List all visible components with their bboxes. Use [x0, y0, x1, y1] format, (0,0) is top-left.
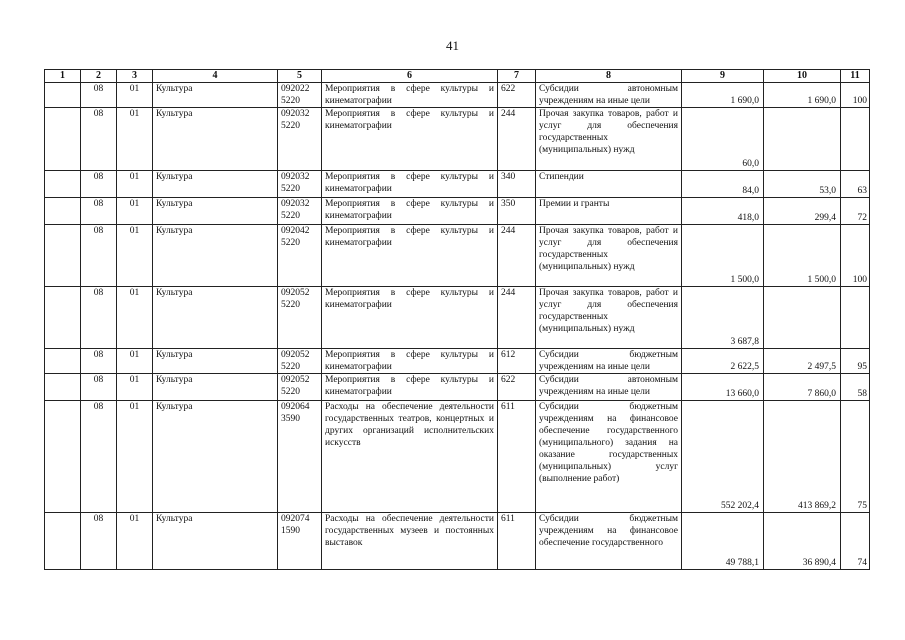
cell-expense-name: Субсидии бюджетным учреждениям на финансовое обеспечение государственного (муниципального) задания на оказание государственных (муниципальных) услуг (выполнение работ)	[536, 401, 682, 513]
cell-section: 08	[81, 374, 117, 401]
cell-target-name: Мероприятия в сфере культуры и кинематографии	[322, 171, 498, 198]
cell-expense-code: 622	[498, 83, 536, 108]
cell-expense-name: Прочая закупка товаров, работ и услуг для обеспечения государственных (муниципальных) нужд	[536, 287, 682, 349]
cell-expense-name: Прочая закупка товаров, работ и услуг для обеспечения государственных (муниципальных) нужд	[536, 225, 682, 287]
cell-subsection: 01	[117, 513, 153, 570]
cell-name: Культура	[153, 349, 278, 374]
cell-subsection: 01	[117, 171, 153, 198]
cell-section: 08	[81, 225, 117, 287]
cell-planned: 1 500,0	[682, 225, 764, 287]
cell-section: 08	[81, 108, 117, 171]
col-header: 1	[45, 70, 81, 83]
col-header: 7	[498, 70, 536, 83]
cell-expense-name: Субсидии бюджетным учреждениям на иные цели	[536, 349, 682, 374]
cell-expense-code: 622	[498, 374, 536, 401]
col-header: 4	[153, 70, 278, 83]
cell-percent: 72	[841, 198, 870, 225]
cell-name: Культура	[153, 198, 278, 225]
cell-target-code: 092042 5220	[278, 225, 322, 287]
cell-expense-name: Субсидии автономным учреждениям на иные цели	[536, 83, 682, 108]
cell-expense-code: 340	[498, 171, 536, 198]
cell-percent: 75	[841, 401, 870, 513]
cell-target-name: Мероприятия в сфере культуры и кинематографии	[322, 108, 498, 171]
table-row	[45, 374, 870, 401]
cell-name: Культура	[153, 83, 278, 108]
cell-subsection: 01	[117, 349, 153, 374]
cell-section: 08	[81, 513, 117, 570]
budget-table	[44, 69, 870, 570]
cell-expense-name: Премии и гранты	[536, 198, 682, 225]
table-row	[45, 349, 870, 374]
cell-subsection: 01	[117, 401, 153, 513]
cell-planned: 552 202,4	[682, 401, 764, 513]
cell-name: Культура	[153, 374, 278, 401]
col-header: 2	[81, 70, 117, 83]
cell-col1	[45, 513, 81, 570]
cell-subsection: 01	[117, 198, 153, 225]
cell-target-name: Мероприятия в сфере культуры и кинематографии	[322, 287, 498, 349]
cell-subsection: 01	[117, 225, 153, 287]
cell-percent: 63	[841, 171, 870, 198]
cell-section: 08	[81, 83, 117, 108]
cell-name: Культура	[153, 225, 278, 287]
cell-subsection: 01	[117, 83, 153, 108]
cell-expense-code: 350	[498, 198, 536, 225]
cell-col1	[45, 83, 81, 108]
cell-target-code: 092032 5220	[278, 108, 322, 171]
table-row	[45, 287, 870, 349]
cell-target-name: Мероприятия в сфере культуры и кинематографии	[322, 374, 498, 401]
cell-target-code: 092022 5220	[278, 83, 322, 108]
cell-planned: 13 660,0	[682, 374, 764, 401]
cell-name: Культура	[153, 287, 278, 349]
cell-executed: 2 497,5	[764, 349, 841, 374]
cell-target-name: Расходы на обеспечение деятельности государственных театров, концертных и других организаций исполнительских искусств	[322, 401, 498, 513]
cell-expense-code: 611	[498, 513, 536, 570]
cell-subsection: 01	[117, 374, 153, 401]
table-row	[45, 108, 870, 171]
cell-target-code: 092052 5220	[278, 287, 322, 349]
cell-percent	[841, 108, 870, 171]
col-header: 8	[536, 70, 682, 83]
cell-executed: 413 869,2	[764, 401, 841, 513]
cell-expense-name: Субсидии бюджетным учреждениям на финансовое обеспечение государственного	[536, 513, 682, 570]
cell-section: 08	[81, 401, 117, 513]
table-row	[45, 225, 870, 287]
cell-col1	[45, 349, 81, 374]
cell-target-name: Мероприятия в сфере культуры и кинематографии	[322, 349, 498, 374]
col-header: 6	[322, 70, 498, 83]
cell-col1	[45, 374, 81, 401]
cell-expense-name: Стипендии	[536, 171, 682, 198]
cell-section: 08	[81, 349, 117, 374]
cell-percent	[841, 287, 870, 349]
cell-planned: 1 690,0	[682, 83, 764, 108]
cell-target-name: Мероприятия в сфере культуры и кинематографии	[322, 83, 498, 108]
cell-planned: 49 788,1	[682, 513, 764, 570]
cell-executed: 53,0	[764, 171, 841, 198]
cell-name: Культура	[153, 171, 278, 198]
cell-executed	[764, 287, 841, 349]
cell-executed: 7 860,0	[764, 374, 841, 401]
cell-target-name: Расходы на обеспечение деятельности государственных музеев и постоянных выставок	[322, 513, 498, 570]
cell-target-code: 092052 5220	[278, 374, 322, 401]
cell-section: 08	[81, 287, 117, 349]
cell-target-code: 092052 5220	[278, 349, 322, 374]
cell-planned: 2 622,5	[682, 349, 764, 374]
table-row	[45, 198, 870, 225]
cell-expense-code: 612	[498, 349, 536, 374]
cell-expense-name: Прочая закупка товаров, работ и услуг для обеспечения государственных (муниципальных) нужд	[536, 108, 682, 171]
cell-percent: 95	[841, 349, 870, 374]
col-header: 5	[278, 70, 322, 83]
cell-col1	[45, 287, 81, 349]
cell-col1	[45, 225, 81, 287]
cell-percent: 58	[841, 374, 870, 401]
col-header: 11	[841, 70, 870, 83]
cell-expense-code: 244	[498, 225, 536, 287]
cell-expense-code: 244	[498, 108, 536, 171]
cell-name: Культура	[153, 513, 278, 570]
cell-target-name: Мероприятия в сфере культуры и кинематографии	[322, 225, 498, 287]
cell-percent: 100	[841, 83, 870, 108]
col-header: 10	[764, 70, 841, 83]
cell-executed: 36 890,4	[764, 513, 841, 570]
cell-percent: 100	[841, 225, 870, 287]
cell-executed: 299,4	[764, 198, 841, 225]
cell-col1	[45, 401, 81, 513]
cell-section: 08	[81, 198, 117, 225]
cell-target-code: 092032 5220	[278, 198, 322, 225]
cell-executed: 1 690,0	[764, 83, 841, 108]
cell-expense-code: 611	[498, 401, 536, 513]
cell-executed: 1 500,0	[764, 225, 841, 287]
table-row	[45, 401, 870, 513]
page-number: 41	[446, 38, 459, 53]
cell-target-name: Мероприятия в сфере культуры и кинематографии	[322, 198, 498, 225]
cell-col1	[45, 198, 81, 225]
cell-target-code: 092032 5220	[278, 171, 322, 198]
cell-planned: 60,0	[682, 108, 764, 171]
cell-expense-code: 244	[498, 287, 536, 349]
table-row	[45, 171, 870, 198]
cell-planned: 84,0	[682, 171, 764, 198]
cell-expense-name: Субсидии автономным учреждениям на иные цели	[536, 374, 682, 401]
cell-percent: 74	[841, 513, 870, 570]
cell-target-code: 092064 3590	[278, 401, 322, 513]
cell-subsection: 01	[117, 287, 153, 349]
cell-col1	[45, 171, 81, 198]
col-header: 3	[117, 70, 153, 83]
cell-planned: 3 687,8	[682, 287, 764, 349]
cell-target-code: 092074 1590	[278, 513, 322, 570]
table-row	[45, 513, 870, 570]
col-header: 9	[682, 70, 764, 83]
cell-planned: 418,0	[682, 198, 764, 225]
cell-executed	[764, 108, 841, 171]
table-row	[45, 83, 870, 108]
cell-name: Культура	[153, 108, 278, 171]
cell-section: 08	[81, 171, 117, 198]
header-row	[45, 70, 870, 83]
cell-subsection: 01	[117, 108, 153, 171]
cell-col1	[45, 108, 81, 171]
cell-name: Культура	[153, 401, 278, 513]
